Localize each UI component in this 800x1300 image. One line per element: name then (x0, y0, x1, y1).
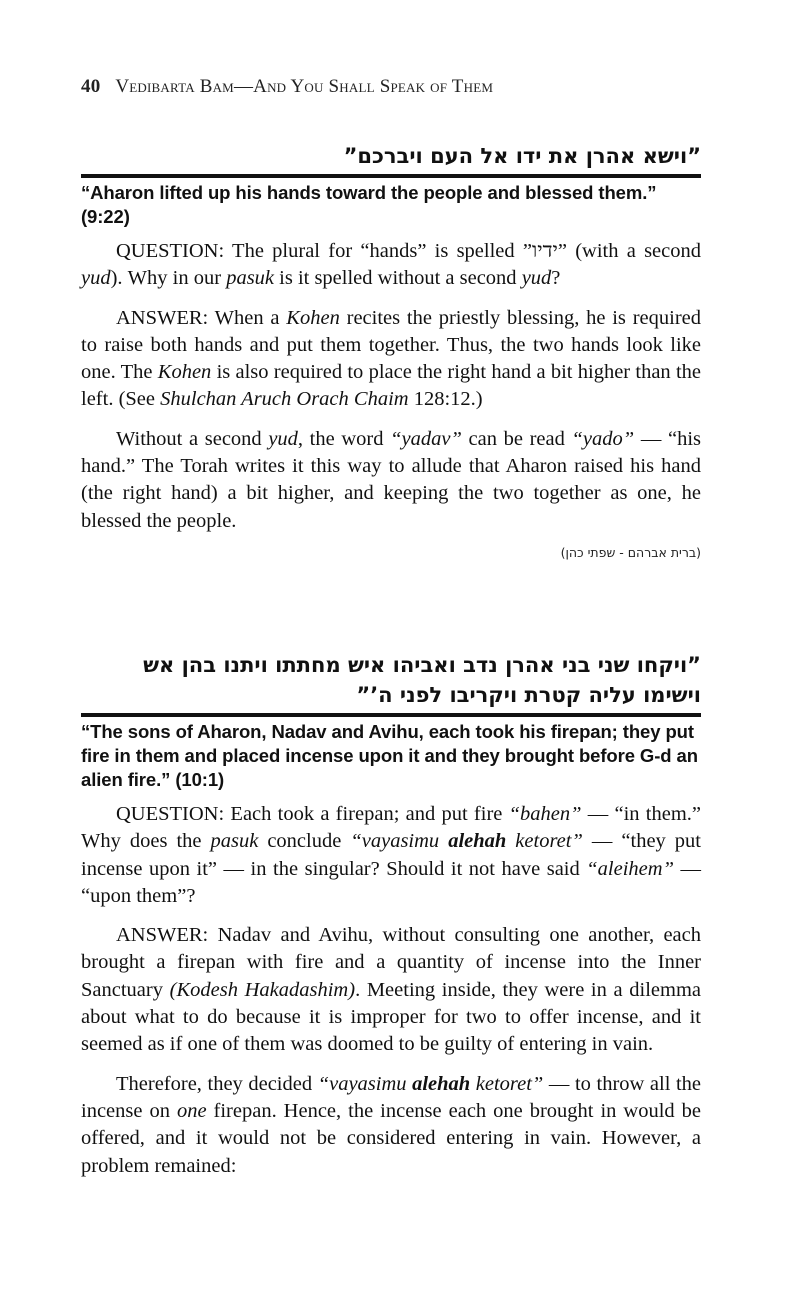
english-verse-title: “Aharon lifted up his hands toward the people and blessed them.” (9:22) (81, 182, 657, 227)
emphasized-text: “bahen” (508, 803, 582, 825)
emphasized-text: pasuk (226, 267, 275, 290)
emphasized-text: “vayasimu (317, 1072, 413, 1095)
text-run: — “they put incense upon it” — in the singular? Should it not have said (81, 830, 701, 880)
text-run: QUESTION: The plural for “hands” is spelled ”ידיו” (with a second (116, 240, 701, 262)
emphasized-text: yud (81, 267, 111, 290)
divider-rule (81, 174, 701, 178)
text-run: , the word (297, 427, 391, 450)
hebrew-verse-title: ”ויקחו שני בני אהרן נדב ואביהו איש מחתתו ויתנו בהן אש וישימו עליה קטרת ויקריבו לפני ה’” (143, 653, 701, 707)
text-run: Without a second (116, 427, 269, 450)
emphasized-text: (Kodesh Hakadashim) (169, 978, 356, 1001)
emphasized-text: alehah (448, 830, 507, 853)
page-number: 40 (81, 76, 101, 97)
text-run: Therefore, they decided (116, 1072, 318, 1095)
emphasized-text: pasuk (210, 830, 259, 853)
text-run: can be read (461, 427, 572, 450)
text-run: . Meeting inside, they were in a dilemma about what to do because it is improper for two to offer incense, and it seemed as if one of them was doomed to be guilty of entering in vain. (81, 978, 701, 1056)
text-run: 128:12.) (408, 388, 483, 411)
text-run: ANSWER: When a (116, 306, 287, 329)
text-run: ). Why in our (110, 267, 227, 290)
emphasized-text: yud (521, 267, 552, 290)
source-citation: (ברית אברהם - שפתי כהן) (560, 544, 701, 560)
explanation-paragraph (81, 426, 701, 535)
section-1 (81, 141, 701, 560)
text-run: ANSWER: Nadav and Avihu, without consulting one another, each brought a firepan with fire and a quantity of incense into the Inner Sanctuary (81, 924, 701, 1001)
text-run: — “in them.” Why does the (81, 803, 701, 853)
text-run: — to throw all the incense on (81, 1072, 702, 1122)
text-run: conclude (258, 830, 351, 853)
text-run: recites the priestly blessing, he is required to raise both hands and put them together. Thus, the two hands look like one. The (81, 306, 701, 384)
text-run: — “upon them”? (81, 857, 702, 907)
section-2 (81, 650, 701, 1180)
english-verse-title: “The sons of Aharon, Nadav and Avihu, each took his firepan; they put fire in them and placed incense upon it and they brought before G-d an alien fire.” (10:1) (81, 721, 698, 790)
emphasized-text: Shulchan Aruch Orach Chaim (160, 388, 409, 411)
explanation-paragraph (81, 1071, 701, 1180)
emphasized-text: ketoret” (506, 830, 583, 853)
emphasized-text: alehah (412, 1072, 471, 1095)
text-run: is it spelled without a second (274, 267, 522, 290)
answer-paragraph (81, 305, 701, 414)
divider-rule (81, 713, 701, 717)
emphasized-text: yud (268, 427, 298, 450)
emphasized-text: “yadav” (390, 427, 462, 450)
question-paragraph (81, 238, 701, 293)
emphasized-text: “vayasimu (350, 830, 449, 853)
emphasized-text: Kohen (286, 306, 340, 329)
emphasized-text: ketoret” (470, 1072, 544, 1095)
answer-paragraph (81, 922, 701, 1058)
emphasized-text: “yado” (571, 427, 635, 450)
text-run: QUESTION: Each took a firepan; and put fire (116, 803, 509, 825)
text-run: ? (551, 267, 561, 290)
emphasized-text: one (176, 1099, 207, 1122)
text-run: is also required to place the right hand a bit higher than the left. (See (81, 361, 701, 411)
running-head (81, 76, 493, 98)
text-run: — “his hand.” The Torah writes it this way to allude that Aharon raised his hand (the right hand) a bit higher, and keeping the two together as one, he blessed the people. (81, 427, 701, 532)
emphasized-text: Kohen (157, 361, 212, 384)
text-run: firepan. Hence, the incense each one brought in would be offered, and it would not be considered entering in vain. However, a problem remained: (81, 1099, 701, 1177)
hebrew-verse-title: ”וישא אהרן את ידו אל העם ויברכם” (343, 144, 701, 168)
emphasized-text: “aleihem” (586, 857, 674, 880)
question-paragraph (81, 801, 701, 910)
book-title: Vedibarta Bam—And You Shall Speak of Them (115, 76, 494, 97)
